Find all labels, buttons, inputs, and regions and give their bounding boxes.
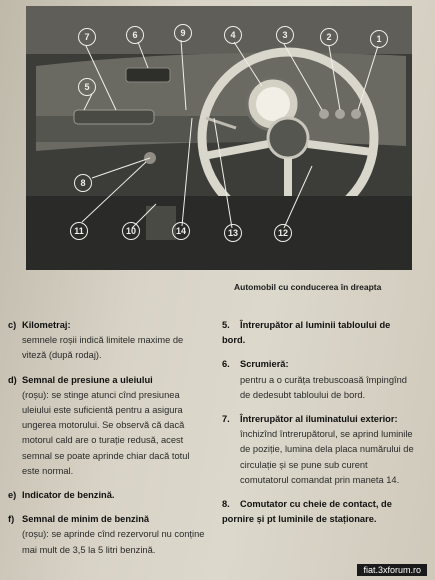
callout-5: 5 (78, 78, 96, 96)
callout-7: 7 (78, 28, 96, 46)
item-label: 8. (222, 499, 230, 510)
right-column (222, 318, 414, 536)
item-heading: Kilometraj: (22, 320, 71, 330)
item-label: 7. (222, 414, 230, 425)
item-heading: Întrerupător al luminii tabloului de bord. (222, 320, 391, 346)
item-text: pentru a o curăța trebuscoasă împingînd de dedesubt tabloului de bord. (240, 374, 407, 400)
list-item (222, 497, 414, 527)
item-heading: Semnal de presiune a uleiului (22, 374, 153, 385)
item-heading: Semnal de minim de benzină (22, 514, 150, 525)
item-heading: Întrerupător al iluminatului exterior: (240, 414, 398, 425)
callout-14: 14 (172, 222, 190, 240)
item-label: e) (8, 490, 17, 501)
callout-11: 11 (70, 222, 88, 240)
list-item (222, 357, 414, 403)
item-heading: Comutator cu cheie de contact, de pornire și pt luminile de staționare. (222, 499, 392, 525)
item-text: (roșu): se aprinde cînd rezervorul nu conține mai mult de 3,5 la 5 litri benzină. (22, 529, 205, 555)
item-label: c) (8, 320, 17, 330)
item-label: f) (8, 514, 15, 525)
callout-2: 2 (320, 28, 338, 46)
callout-1: 1 (370, 30, 388, 48)
callout-9: 9 (174, 24, 192, 42)
callout-4: 4 (224, 26, 242, 44)
item-label: 5. (222, 320, 230, 330)
item-heading: Indicator de benzină. (22, 490, 115, 501)
list-item (8, 488, 206, 503)
list-item (8, 512, 206, 558)
list-item (222, 318, 414, 348)
left-column (8, 318, 206, 567)
list-item (8, 373, 206, 479)
callout-8: 8 (74, 174, 92, 192)
item-label: d) (8, 374, 17, 385)
callout-10: 10 (122, 222, 140, 240)
item-heading: Scrumieră: (240, 359, 289, 370)
callout-13: 13 (224, 224, 242, 242)
callout-6: 6 (126, 26, 144, 44)
photo-caption: Automobil cu conducerea în dreapta (234, 282, 382, 292)
callout-3: 3 (276, 26, 294, 44)
item-label: 6. (222, 359, 230, 370)
item-text: (roșu): se stinge atunci cînd presiunea uleiului este suficientă pentru a asigura ungerea motorului. Se observă că dacă motorul cald are o turație redusă, acest semnal se poate aprinde chiar dacă totul este normal. (22, 389, 190, 476)
watermark: fiat.3xforum.ro (357, 564, 427, 576)
item-text: închizînd întrerupătorul, se aprind luminile de poziție, lumina dela placa numărului de circulație și se pune sub curent comutatorul comandat prin maneta 14. (240, 429, 414, 485)
dashboard-photo (26, 6, 412, 270)
callout-12: 12 (274, 224, 292, 242)
item-text: semnele roșii indică limitele maxime de viteză (după rodaj). (22, 335, 184, 361)
list-item (222, 412, 414, 488)
list-item (8, 318, 206, 364)
